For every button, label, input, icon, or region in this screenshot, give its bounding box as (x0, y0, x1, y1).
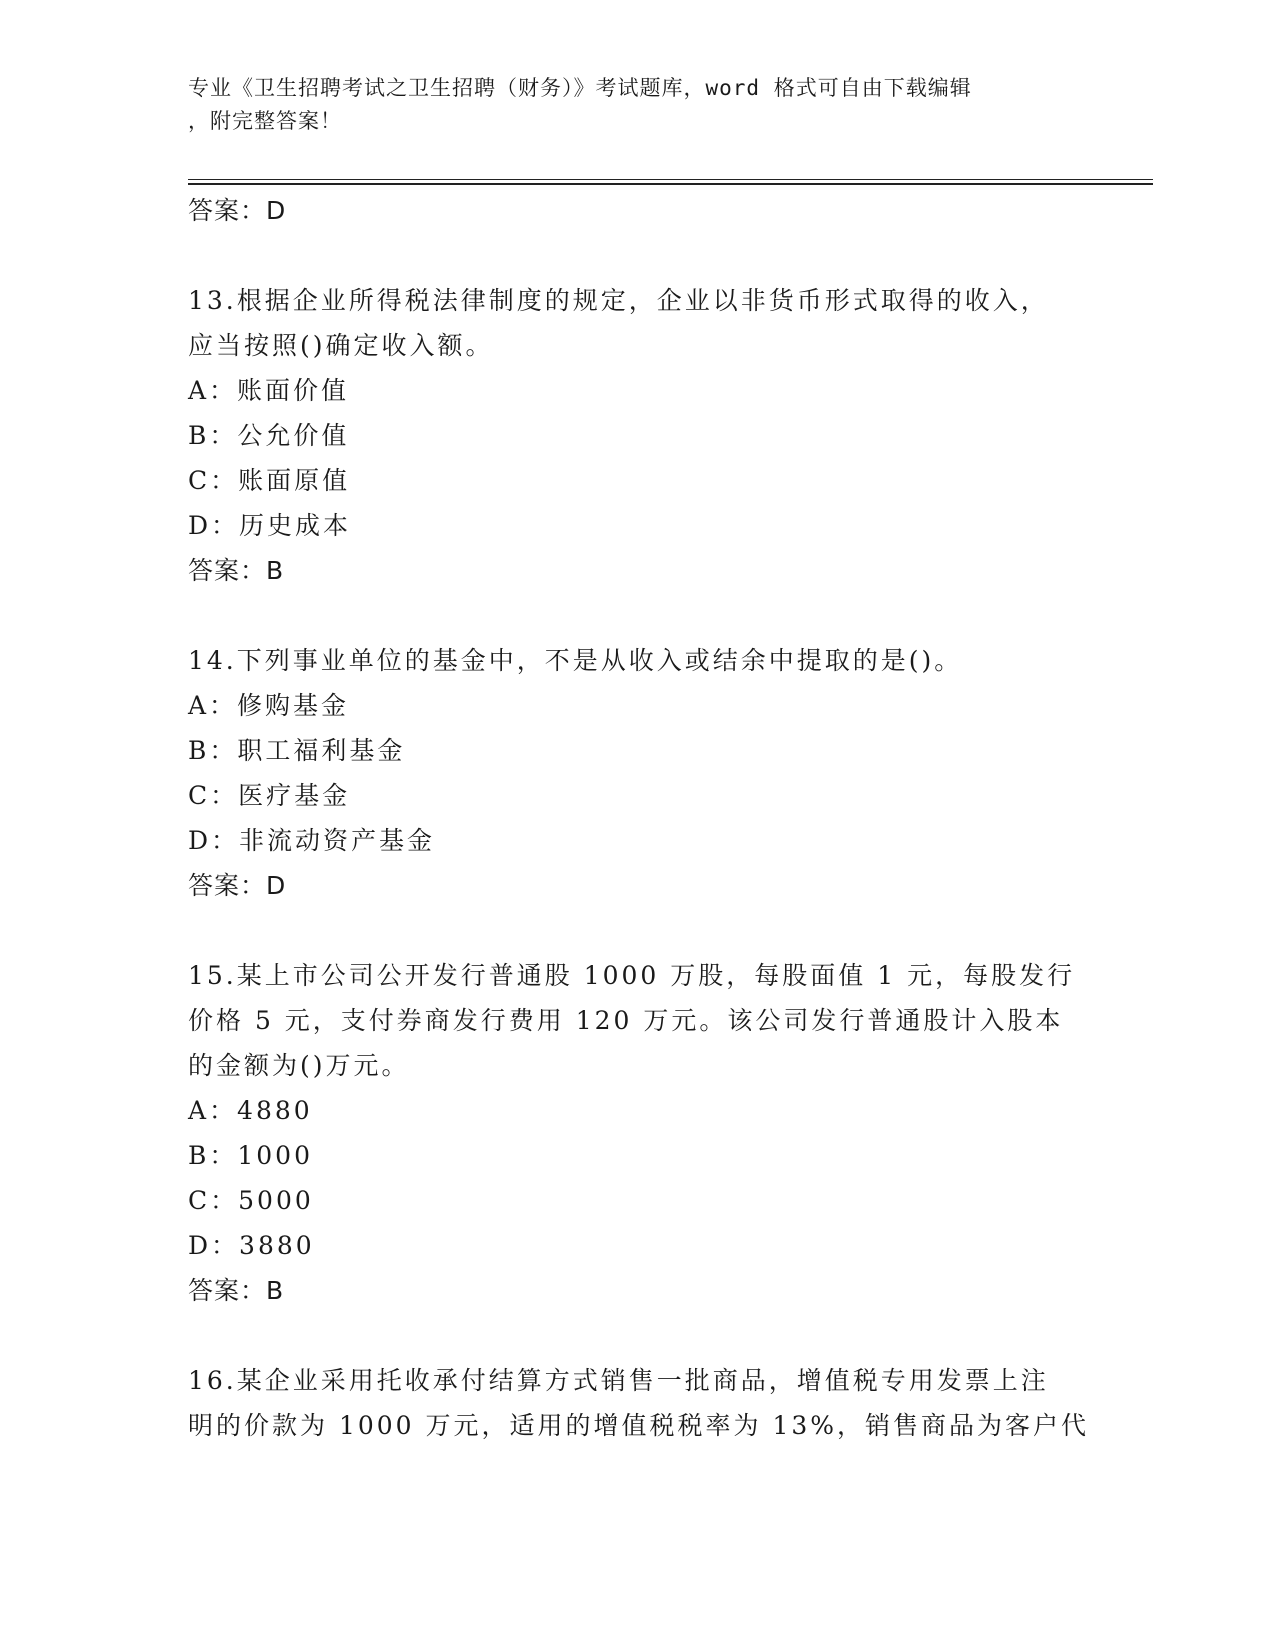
question-line: 的金额为()万元。 (188, 1051, 410, 1080)
header-divider-thin (188, 179, 1153, 180)
question-line: B：职工福利基金 (188, 736, 406, 765)
answer-line: 答案：B (188, 556, 285, 585)
question-line: A：4880 (188, 1096, 313, 1125)
header-line-1: 专业《卫生招聘考试之卫生招聘（财务）》考试题库，word 格式可自由下载编辑 (188, 76, 972, 100)
question-line: C：医疗基金 (188, 781, 351, 810)
question-line: B：1000 (188, 1141, 313, 1170)
question-line: A：修购基金 (188, 691, 350, 720)
answer-line: 答案：D (188, 196, 287, 225)
answer-line: 答案：B (188, 1276, 285, 1305)
header-line-2: ，附完整答案！ (188, 109, 342, 133)
question-line: 明的价款为 1000 万元，适用的增值税税率为 13%，销售商品为客户代 (188, 1411, 1090, 1440)
blank-line (188, 1313, 1088, 1358)
question-line: D：3880 (188, 1231, 315, 1260)
question-line: 13.根据企业所得税法律制度的规定，企业以非货币形式取得的收入， (188, 286, 1049, 315)
question-line: B：公允价值 (188, 421, 350, 450)
blank-line (188, 908, 1088, 953)
header-divider-thick (188, 183, 1153, 185)
blank-line (188, 593, 1088, 638)
answer-line: 答案：D (188, 871, 287, 900)
question-line: 16.某企业采用托收承付结算方式销售一批商品，增值税专用发票上注 (188, 1366, 1049, 1395)
question-line: C：5000 (188, 1186, 314, 1215)
question-list (188, 188, 1088, 1448)
question-line: D：非流动资产基金 (188, 826, 436, 855)
question-line: 15.某上市公司公开发行普通股 1000 万股，每股面值 1 元，每股发行 (188, 961, 1076, 990)
question-line: A：账面价值 (188, 376, 350, 405)
question-line: D：历史成本 (188, 511, 352, 540)
blank-line (188, 233, 1088, 278)
question-line: C：账面原值 (188, 466, 351, 495)
document-header (188, 72, 1068, 138)
question-line: 14.下列事业单位的基金中，不是从收入或结余中提取的是()。 (188, 646, 963, 675)
question-line: 价格 5 元，支付券商发行费用 120 万元。该公司发行普通股计入股本 (188, 1006, 1064, 1035)
question-line: 应当按照()确定收入额。 (188, 331, 494, 360)
